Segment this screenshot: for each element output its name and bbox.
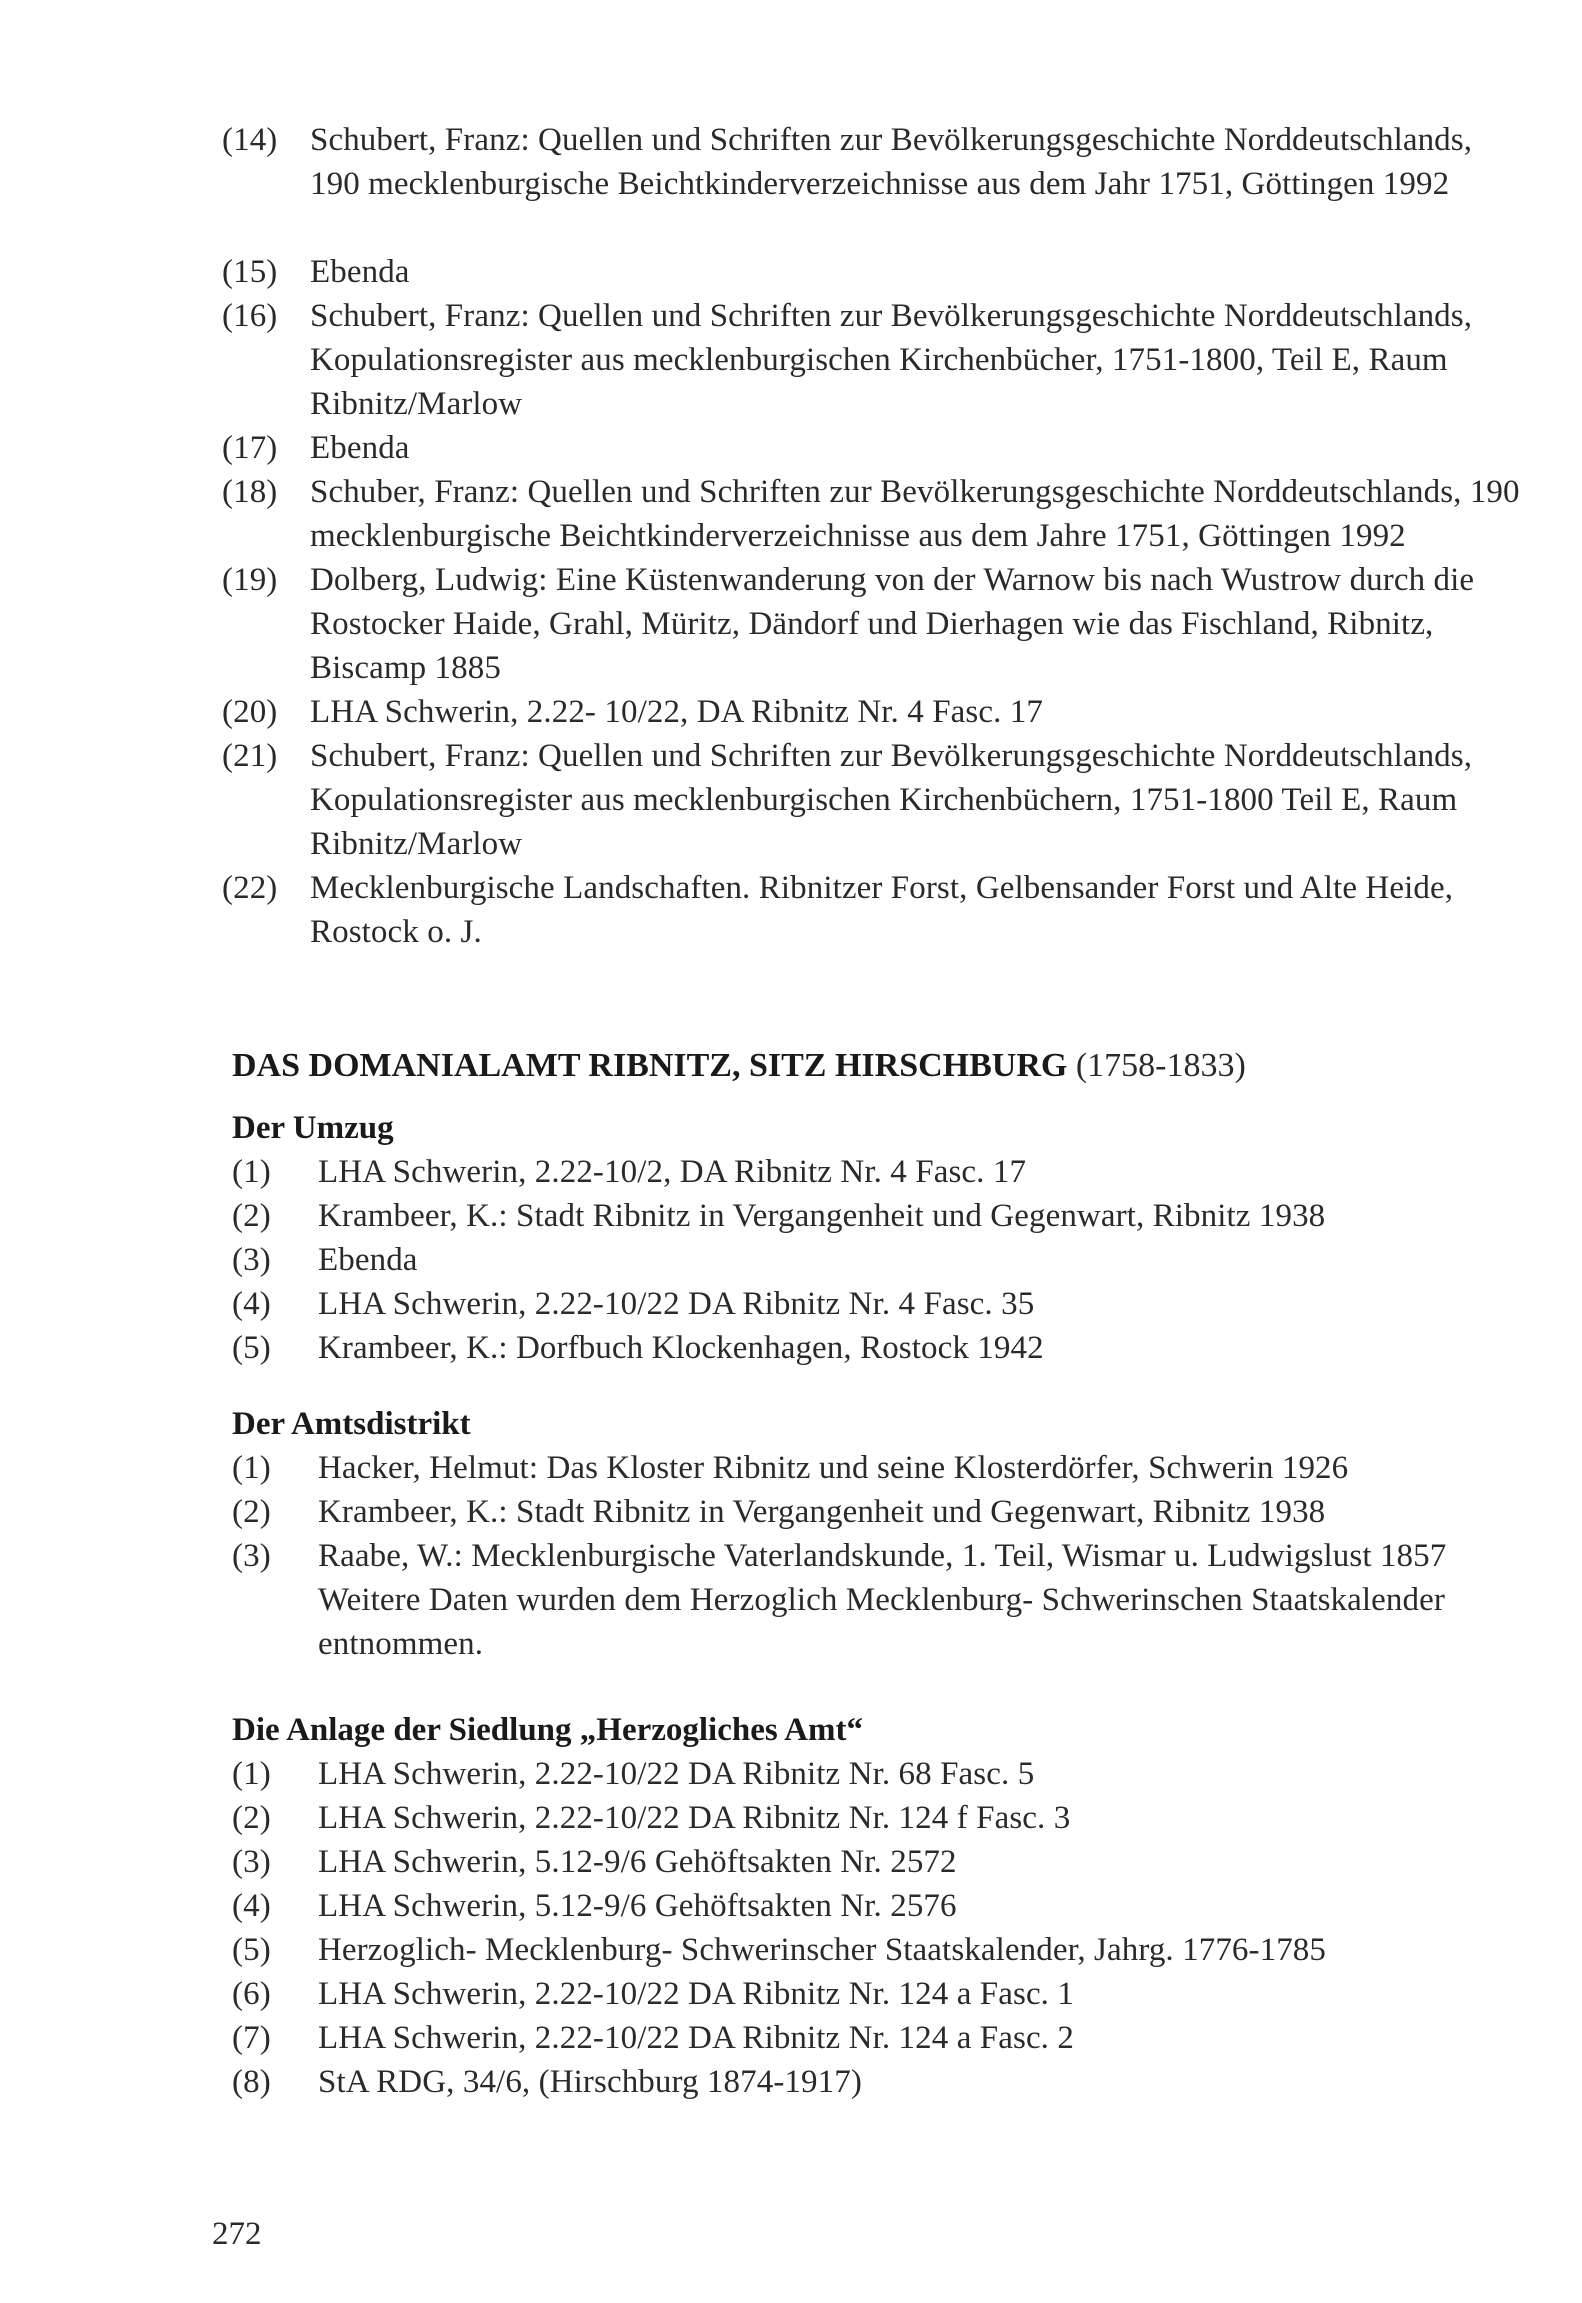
footnote-text: LHA Schwerin, 2.22- 10/22, DA Ribnitz Nr. 4 Fasc. 17 (310, 694, 1043, 730)
footnote-text: Ebenda (318, 1242, 418, 1278)
footnote-text: Ebenda (310, 430, 410, 466)
footnote-text: LHA Schwerin, 5.12-9/6 Gehöftsakten Nr. 2572 (318, 1844, 957, 1880)
footnote (0, 1796, 1582, 1840)
footnote (0, 1150, 1582, 1194)
notes-anlage (0, 1752, 1582, 2104)
footnote-text: Krambeer, K.: Stadt Ribnitz in Vergangenheit und Gegenwart, Ribnitz 1938 (318, 1494, 1326, 1530)
footnote (0, 250, 1582, 294)
footnote-text: Schubert, Franz: Quellen und Schriften zur Bevölkerungsgeschichte Norddeutschlands, Kopulationsregister aus mecklenburgischen Kirchenbüchern, 1751-1800 Teil E, Raum Ribnitz/Marlow (310, 738, 1473, 862)
subheading-amtsdistrikt: Der Amtsdistrikt (232, 1406, 471, 1442)
footnote-number: (16) (222, 298, 278, 334)
footnote-number: (2) (232, 1494, 271, 1530)
subheading-umzug: Der Umzug (232, 1110, 394, 1146)
footnote-number: (15) (222, 254, 278, 290)
footnote (0, 470, 1582, 558)
footnote-number: (21) (222, 738, 278, 774)
footnote (0, 690, 1582, 734)
section-title: DAS DOMANIALAMT RIBNITZ, SITZ HIRSCHBURG (232, 1047, 1068, 1084)
footnote-number: (5) (232, 1932, 271, 1968)
footnote-number: (19) (222, 562, 278, 598)
footnote-text: LHA Schwerin, 5.12-9/6 Gehöftsakten Nr. 2576 (318, 1888, 957, 1924)
footnote (0, 1840, 1582, 1884)
footnote (0, 1194, 1582, 1238)
footnote-text: Mecklenburgische Landschaften. Ribnitzer Forst, Gelbensander Forst und Alte Heide, Rostock o. J. (310, 870, 1454, 950)
footnote-number: (7) (232, 2020, 271, 2056)
footnote-number: (8) (232, 2064, 271, 2100)
footnote-number: (1) (232, 1450, 271, 1486)
footnote-text: Krambeer, K.: Stadt Ribnitz in Vergangenheit und Gegenwart, Ribnitz 1938 (318, 1198, 1326, 1234)
footnote-number: (3) (232, 1538, 271, 1574)
footnote-number: (20) (222, 694, 278, 730)
footnote (0, 1928, 1582, 1972)
footnote-number: (14) (222, 122, 278, 158)
footnote (0, 2016, 1582, 2060)
footnote (0, 1972, 1582, 2016)
footnote-number: (3) (232, 1844, 271, 1880)
notes-amtsdistrikt (0, 1446, 1582, 1666)
footnote-number: (17) (222, 430, 278, 466)
footnote (0, 426, 1582, 470)
footnote-text: Herzoglich- Mecklenburg- Schwerinscher Staatskalender, Jahrg. 1776-1785 (318, 1932, 1327, 1968)
footnote-text: LHA Schwerin, 2.22-10/22 DA Ribnitz Nr. 124 f Fasc. 3 (318, 1800, 1071, 1836)
notes-umzug (0, 1150, 1582, 1370)
footnote-text: Raabe, W.: Mecklenburgische Vaterlandskunde, 1. Teil, Wismar u. Ludwigslust 1857 Weitere Daten wurden dem Herzoglich Mecklenburg- Schwerinschen Staatskalender entnommen. (318, 1538, 1447, 1662)
footnote (0, 558, 1582, 690)
footnote (0, 1884, 1582, 1928)
footnote (0, 1490, 1582, 1534)
subheading-anlage: Die Anlage der Siedlung „Herzogliches Amt“ (232, 1712, 863, 1748)
footnote (0, 866, 1582, 954)
footnote (0, 1326, 1582, 1370)
footnote-text: LHA Schwerin, 2.22-10/22 DA Ribnitz Nr. 124 a Fasc. 2 (318, 2020, 1074, 2056)
footnote-number: (1) (232, 1154, 271, 1190)
footnote-text: Schuber, Franz: Quellen und Schriften zur Bevölkerungsgeschichte Norddeutschlands, 190 mecklenburgische Beichtkinderverzeichnisse aus dem Jahre 1751, Göttingen 1992 (310, 474, 1520, 554)
footnote-number: (5) (232, 1330, 271, 1366)
footnote-number: (22) (222, 870, 278, 906)
footnote-text: Ebenda (310, 254, 410, 290)
footnote-text: StA RDG, 34/6, (Hirschburg 1874-1917) (318, 2064, 862, 2100)
footnote-number: (1) (232, 1756, 271, 1792)
footnote-text: Schubert, Franz: Quellen und Schriften zur Bevölkerungsgeschichte Norddeutschlands, Kopulationsregister aus mecklenburgischen Kirchenbücher, 1751-1800, Teil E, Raum Ribnitz/Marlow (310, 298, 1473, 422)
footnote-text: LHA Schwerin, 2.22-10/22 DA Ribnitz Nr. 68 Fasc. 5 (318, 1756, 1035, 1792)
section-dates: (1758-1833) (1075, 1047, 1246, 1084)
footnote-number: (4) (232, 1286, 271, 1322)
footnote-text: LHA Schwerin, 2.22-10/22 DA Ribnitz Nr. 4 Fasc. 35 (318, 1286, 1035, 1322)
footnote (0, 1282, 1582, 1326)
section-heading (232, 1044, 1246, 1088)
footnote-number: (3) (232, 1242, 271, 1278)
footnote (0, 734, 1582, 866)
footnote (0, 1238, 1582, 1282)
footnote-number: (6) (232, 1976, 271, 2012)
footnote-text: LHA Schwerin, 2.22-10/22 DA Ribnitz Nr. 124 a Fasc. 1 (318, 1976, 1074, 2012)
footnote-number: (2) (232, 1800, 271, 1836)
footnote-text: Schubert, Franz: Quellen und Schriften zur Bevölkerungsgeschichte Norddeutschlands, 190 mecklenburgische Beichtkinderverzeichnisse aus dem Jahr 1751, Göttingen 1992 (310, 122, 1473, 202)
footnote-text: Dolberg, Ludwig: Eine Küstenwanderung von der Warnow bis nach Wustrow durch die Rostocker Haide, Grahl, Müritz, Dändorf und Dierhagen wie das Fischland, Ribnitz, Biscamp 1885 (310, 562, 1475, 686)
footnote (0, 2060, 1582, 2104)
footnote-number: (4) (232, 1888, 271, 1924)
footnote-text: Krambeer, K.: Dorfbuch Klockenhagen, Rostock 1942 (318, 1330, 1044, 1366)
footnote-text: LHA Schwerin, 2.22-10/2, DA Ribnitz Nr. 4 Fasc. 17 (318, 1154, 1027, 1190)
footnote (0, 118, 1582, 250)
footnote-number: (18) (222, 474, 278, 510)
footnote-number: (2) (232, 1198, 271, 1234)
footnote (0, 1534, 1582, 1666)
footnote (0, 1752, 1582, 1796)
page-number: 272 (212, 2216, 262, 2252)
footnote-text: Hacker, Helmut: Das Kloster Ribnitz und seine Klosterdörfer, Schwerin 1926 (318, 1450, 1349, 1486)
footnote (0, 1446, 1582, 1490)
footnote (0, 294, 1582, 426)
notes-top (0, 118, 1582, 954)
